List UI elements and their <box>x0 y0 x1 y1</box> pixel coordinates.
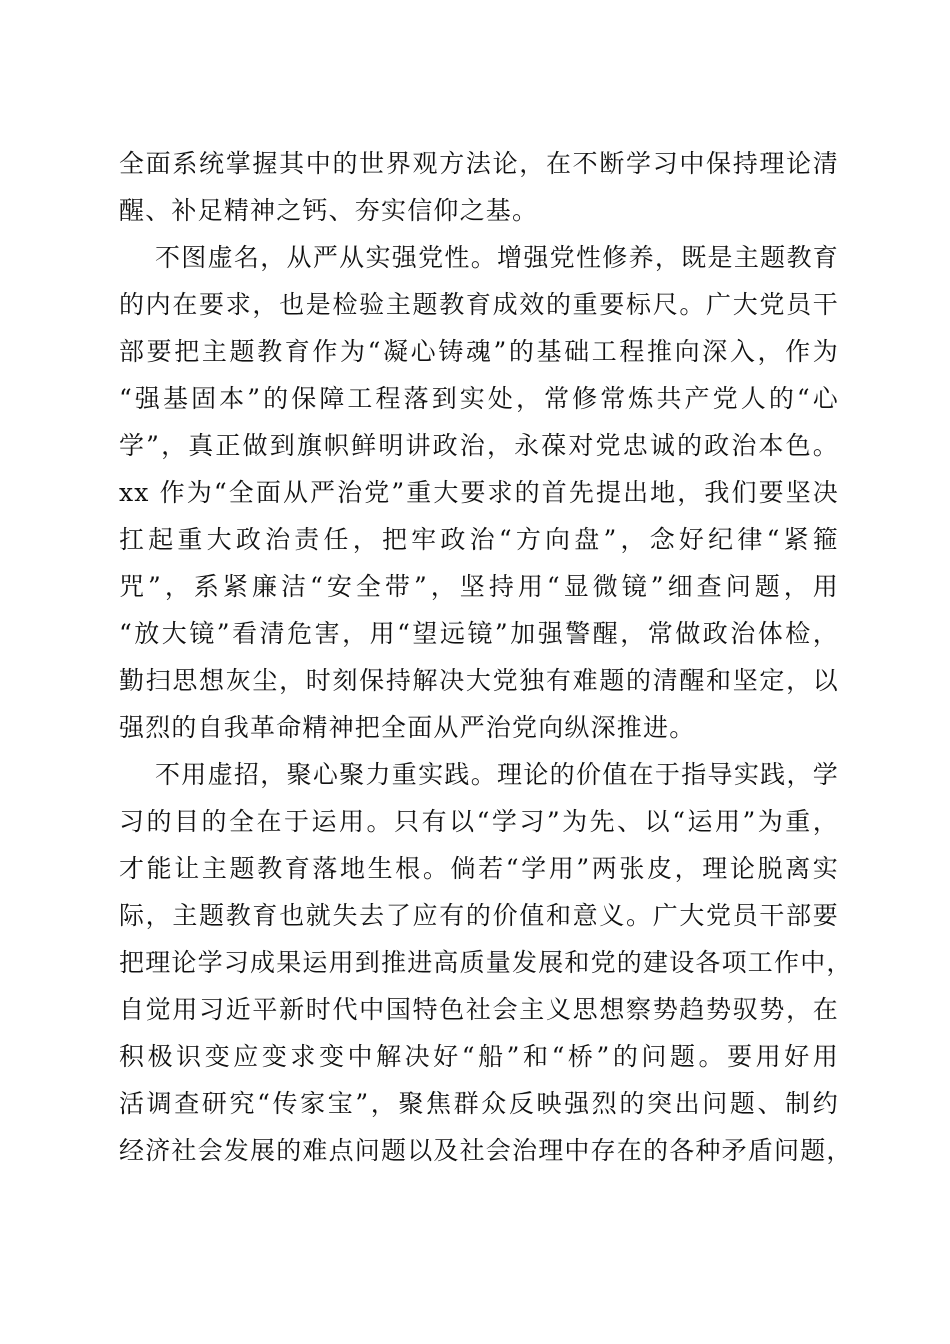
text-line: 自觉用习近平新时代中国特色社会主义思想察势趋势驭势，在 <box>119 995 839 1024</box>
paragraph-start-line: 不用虚招，聚心聚力重实践。理论的价值在于指导实践，学 <box>155 760 839 789</box>
text-line: 的内在要求，也是检验主题教育成效的重要标尺。广大党员干 <box>119 290 839 319</box>
text-line: 积极识变应变求变中解决好“船”和“桥”的问题。要用好用 <box>119 1042 839 1071</box>
text-line: “放大镜”看清危害，用“望远镜”加强警醒，常做政治体检， <box>119 619 839 648</box>
text-line: 习的目的全在于运用。只有以“学习”为先、以“运用”为重， <box>119 807 839 836</box>
text-line: xx 作为“全面从严治党”重大要求的首先提出地，我们要坚决 <box>119 478 839 507</box>
text-line: 把理论学习成果运用到推进高质量发展和党的建设各项工作中， <box>119 948 853 977</box>
text-line: 学”，真正做到旗帜鲜明讲政治，永葆对党忠诚的政治本色。 <box>119 431 839 460</box>
text-line: 才能让主题教育落地生根。倘若“学用”两张皮，理论脱离实 <box>119 854 839 883</box>
paragraph-start-line: 不图虚名，从严从实强党性。增强党性修养，既是主题教育 <box>155 243 839 272</box>
text-line: 活调查研究“传家宝”，聚焦群众反映强烈的突出问题、制约 <box>119 1089 839 1118</box>
text-line: “强基固本”的保障工程落到实处，常修常炼共产党人的“心 <box>119 384 839 413</box>
text-line: 际，主题教育也就失去了应有的价值和意义。广大党员干部要 <box>119 901 839 930</box>
text-line: 醒、补足精神之钙、夯实信仰之基。 <box>119 196 539 225</box>
text-line: 全面系统掌握其中的世界观方法论，在不断学习中保持理论清 <box>119 149 839 178</box>
text-line: 部要把主题教育作为“凝心铸魂”的基础工程推向深入，作为 <box>119 337 839 366</box>
text-line: 咒”，系紧廉洁“安全带”，坚持用“显微镜”细查问题，用 <box>119 572 839 601</box>
text-line: 经济社会发展的难点问题以及社会治理中存在的各种矛盾问题， <box>119 1136 853 1165</box>
text-line: 扛起重大政治责任，把牢政治“方向盘”，念好纪律“紧箍 <box>119 525 839 554</box>
text-line: 勤扫思想灰尘，时刻保持解决大党独有难题的清醒和坚定，以 <box>119 666 839 695</box>
text-line: 强烈的自我革命精神把全面从严治党向纵深推进。 <box>119 713 696 742</box>
body-text <box>119 140 853 1174</box>
